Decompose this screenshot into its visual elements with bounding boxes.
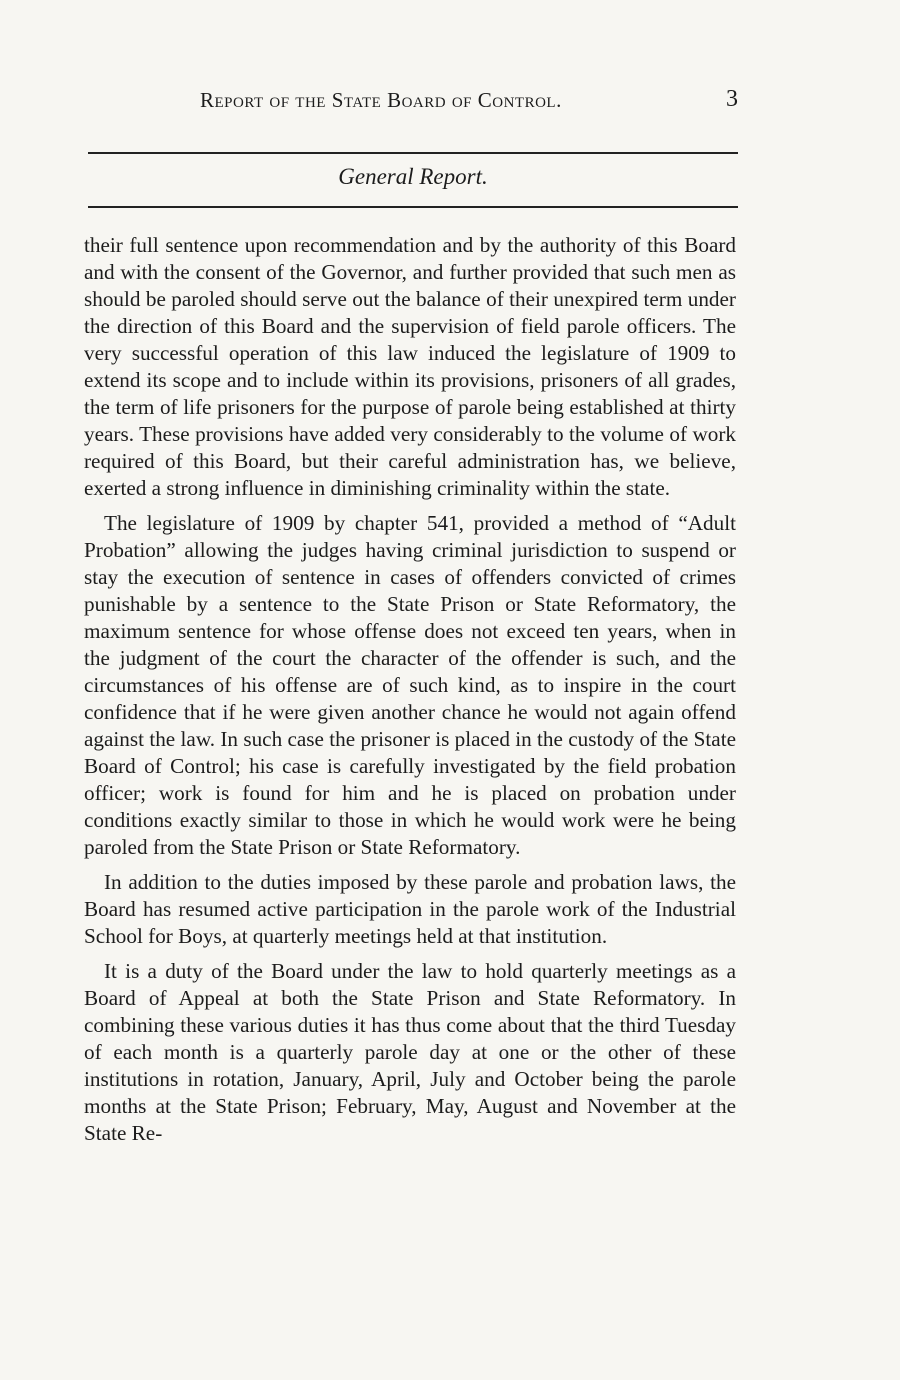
running-title: Report of the State Board of Control. — [200, 88, 562, 112]
page-header — [90, 88, 750, 122]
paragraph: their full sentence upon recommendation and by the authority of this Board and with the consent of the Governor, and further provided that such men as should be paroled should serve out the balance of their unexpired term under the direction of this Board and the supervision of field parole officers. The very successful operation of this law induced the legislature of 1909 to extend its scope and to include within its provisions, prisoners of all grades, the term of life prisoners for the purpose of parole being established at thirty years. These provisions have added very considerably to the volume of work required of this Board, but their careful administration has, we believe, exerted a strong influence in diminishing criminality within the state. — [84, 233, 736, 500]
body-text — [84, 232, 736, 1155]
paragraph: The legislature of 1909 by chapter 541, provided a method of “Adult Probation” allowing the judges having criminal jurisdiction to suspend or stay the execution of sentence in cases of offenders convicted of crimes punishable by a sentence to the State Prison or State Reformatory, the maximum sentence for whose offense does not exceed ten years, when in the judgment of the court the character of the offender is such, and the circumstances of his offense are of such kind, as to inspire in the court confidence that if he were given another chance he would not again offend against the law. In such case the prisoner is placed in the custody of the State Board of Control; his case is carefully investigated by the field probation officer; work is found for him and he is placed on probation under conditions exactly similar to those in which he would work were he being paroled from the State Prison or State Reformatory. — [84, 511, 736, 859]
header-rule-top — [88, 152, 738, 154]
page-number: 3 — [726, 86, 738, 112]
header-rule-bottom — [88, 206, 738, 208]
paragraph: It is a duty of the Board under the law to hold quarterly meetings as a Board of Appeal at both the State Prison and State Reformatory. In combining these various duties it has thus come about that the third Tuesday of each month is a quarterly parole day at one or the other of these institutions in rotation, January, April, July and October being the parole months at the State Prison; February, May, August and November at the State Re- — [84, 959, 736, 1145]
section-title: General Report. — [338, 164, 488, 189]
paragraph: In addition to the duties imposed by these parole and probation laws, the Board has resumed active participation in the parole work of the Industrial School for Boys, at quarterly meetings held at that institution. — [84, 870, 736, 948]
